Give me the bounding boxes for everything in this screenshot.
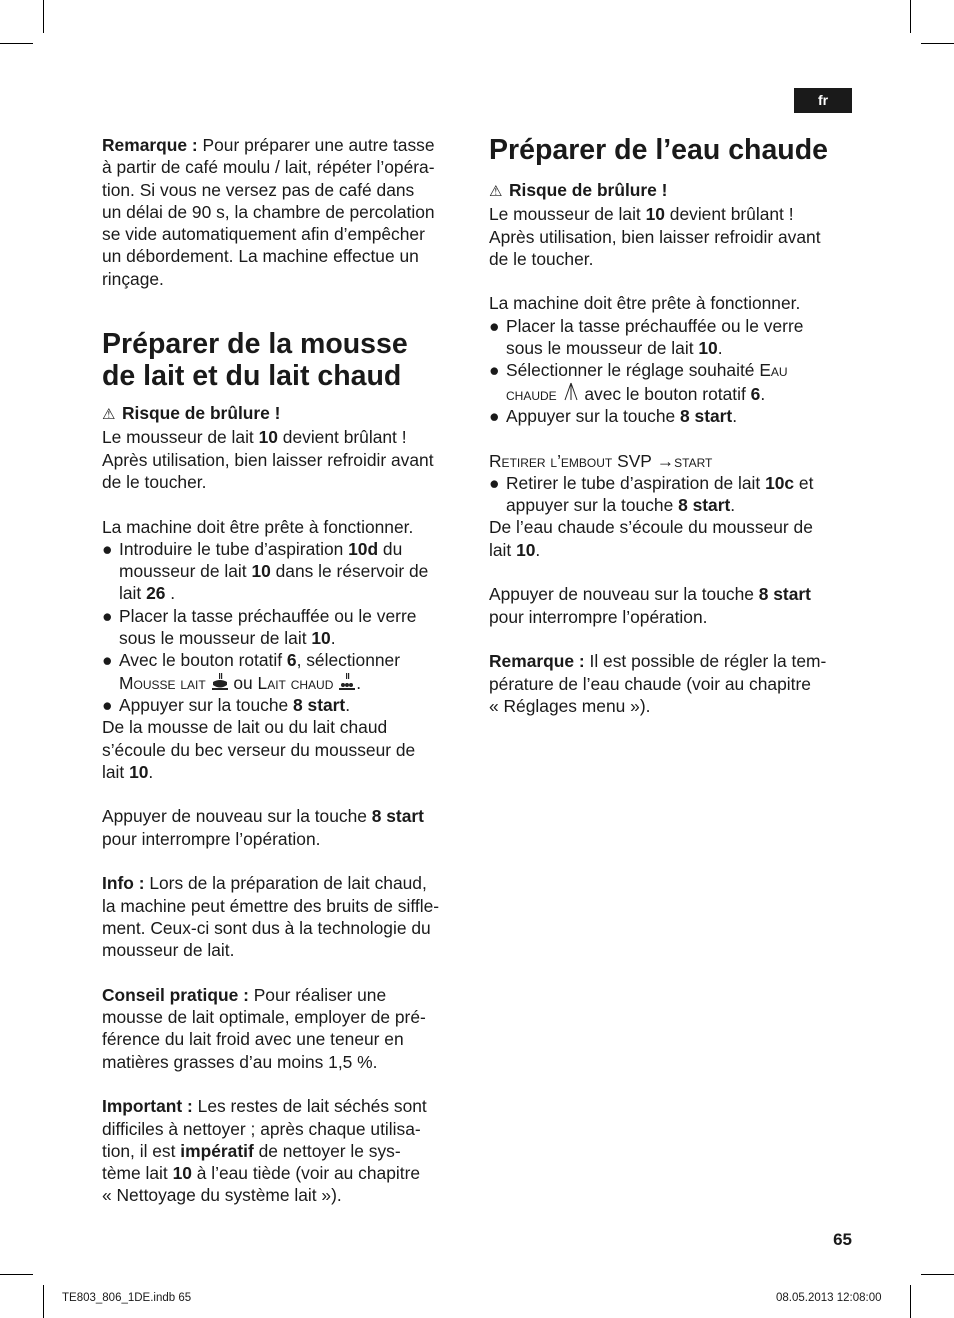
list-item: ● Appuyer sur la touche 8 start. [489,405,738,426]
crop-mark [43,1285,44,1318]
display-message: Retirer l’embout SVP →start [489,450,713,471]
page-number: 65 [833,1230,852,1249]
crop-mark [910,0,911,33]
bullet-icon: ● [102,605,113,626]
list-item: ● Placer la tasse préchauffée ou le verre sous le mousseur de lait 10. [489,315,804,359]
left-column: Remarque : Pour préparer une autre tasse à partir de café moulu / lait, répéter l’opéra- tion. Si vous ne versez pas de café dans un délai de 90 s, la chambre de percolation se vide automatiquement afin d’empêcher un débordement. La machine effectue un rinçage. Préparer de la mousse de lait et du lait chaud ⚠ Risque de brûlure ! Le mousseur de lait 10 devient brûlant ! Après utilisation, bien laisser refroidir avant de le toucher. La machine doit être prête à fonctionner. ● Introduire le tube d’aspiration 10d du mousseur de lait 10 dans le réservoir de lait 26 . ● Placer la tasse préchauffée ou le verre sous le mousseur de lait 10. ● Avec le bouton rotatif 6, sélectionner Mousse lait ou Lait chaud . ● Appuyer sur la touche 8 start. De la mousse de lait ou du lait chaud s’écoule du bec verseur du mousseur de lait 10. Appuyer de nouveau sur la touche 8 start pour interrompre l’opération. Info : Lors de la préparation de lait chaud, la machine peut émettre des bruits de siffle- ment. Ceux-ci sont dus à la technologie du mousseur de lait. Conseil pratique : Pour réaliser une mousse de lait optimale, employer de pré- férence du lait froid avec une teneur en matières grasses d’au moins 1,5 %. Important : Les restes de lait séchés sont difficiles à nettoyer ; après chaque utilisa- tion, il est impératif de nettoyer le sys- tème lait 10 à l’eau tiède (voir au chapitre « Nettoyage du système lait »). [102,134,464,1207]
section-heading-milk-foam: Préparer de la mousse de lait et du lait chaud [102,328,408,393]
tip-paragraph: Conseil pratique : Pour réaliser une [102,984,387,1005]
remark-paragraph: Remarque : Il est possible de régler la tem- [489,651,827,672]
footer-file: TE803_806_1DE.indb 65 [62,1292,192,1304]
crop-mark [921,43,954,44]
bullet-icon: ● [102,538,113,559]
bullet-icon: ● [489,472,500,493]
milk-foam-cup-icon [211,673,229,691]
footer-date: 08.05.2013 12:08:00 [776,1292,882,1304]
important-paragraph: Important : Les restes de lait séchés sont [102,1096,427,1117]
hot-milk-cup-icon [338,673,356,691]
crop-mark [910,1285,911,1318]
warning-icon: ⚠ [102,406,116,424]
crop-mark [0,43,33,44]
bullet-icon: ● [489,315,500,336]
crop-mark [43,0,44,33]
hot-water-icon [562,382,580,402]
list-item: ● Avec le bouton rotatif 6, sélectionner Mousse lait ou Lait chaud . [102,650,401,693]
language-tab: fr [794,88,852,113]
bullet-icon: ● [489,405,500,426]
list-item: ● Appuyer sur la touche 8 start. [102,694,351,715]
bullet-icon: ● [102,650,113,671]
right-column: Préparer de l’eau chaude ⚠ Risque de brûlure ! Le mousseur de lait 10 devient brûlant ! Après utilisation, bien laisser refroidir avant de le toucher. La machine doit être prête à fonctionner. ● Placer la tasse préchauffée ou le verre sous le mousseur de lait 10. ● Sélectionner le réglage souhaité Eau chaude avec le bouton rotatif 6. ● Appuyer sur la touche 8 start. Retirer l’embout SVP →start ● Retirer le tube d’aspiration de lait 10c et appuyer sur la touche 8 start. De l’eau chaude s’écoule du mousseur de lait 10. Appuyer de nouveau sur la touche 8 start pour interrompre l’opération. Remarque : Il est possible de régler la tem- pérature de l’eau chaude (voir au chapitre « Réglages menu »). [489,134,851,717]
warning-line: ⚠ Risque de brûlure ! [489,179,851,203]
list-item: ● Retirer le tube d’aspiration de lait 10c et appuyer sur la touche 8 start. [489,472,814,516]
info-paragraph: Info : Lors de la préparation de lait chaud, [102,873,427,894]
remark-paragraph: Remarque : Pour préparer une autre tasse [102,135,435,155]
crop-mark [0,1274,33,1275]
section-heading-hot-water: Préparer de l’eau chaude [489,134,828,166]
warning-icon: ⚠ [489,183,503,200]
bullet-icon: ● [102,694,113,715]
list-item: ● Placer la tasse préchauffée ou le verre sous le mousseur de lait 10. [102,605,417,649]
list-item: ● Sélectionner le réglage souhaité Eau chaude avec le bouton rotatif 6. [489,360,788,404]
list-item: ● Introduire le tube d’aspiration 10d du mousseur de lait 10 dans le réservoir de lait 26 . [102,538,429,604]
crop-mark [921,1274,954,1275]
bullet-icon: ● [489,360,500,381]
warning-line: ⚠ Risque de brûlure ! [102,402,464,426]
